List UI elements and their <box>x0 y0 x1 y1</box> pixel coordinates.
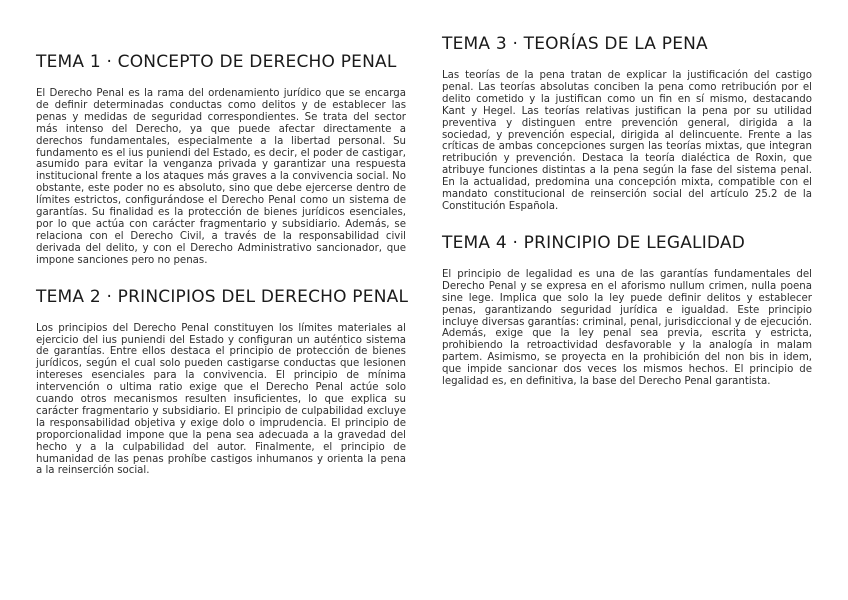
right-column <box>442 34 812 408</box>
section-tema-4 <box>442 233 812 388</box>
section-body: Los principios del Derecho Penal constituyen los límites materiales al ejercicio del ius puniendi del Estado y configuran un auténtico sistema de garantías. Entre ellos destaca el principio de protección de bienes jurídicos, según el cual solo pueden castigarse conductas que lesionen intereses esenciales para la convivencia. El principio de mínima intervención o ultima ratio exige que el Derecho Penal actúe solo cuando otros mecanismos resulten insuficientes, lo que explica su carácter fragmentario y subsidiario. El principio de culpabilidad excluye la responsabilidad objetiva y exige dolo o imprudencia. El principio de proporcionalidad impone que la pena sea adecuada a la gravedad del hecho y a la culpabilidad del autor. Finalmente, el principio de humanidad de las penas prohíbe castigos inhumanos y orienta la pena a la reinserción social. <box>36 322 406 477</box>
section-title: TEMA 2 · PRINCIPIOS DEL DERECHO PENAL <box>36 286 409 307</box>
section-tema-1 <box>36 52 406 267</box>
section-body: El principio de legalidad es una de las garantías fundamentales del Derecho Penal y se expresa en el aforismo nullum crimen, nulla poena sine lege. Implica que solo la ley puede definir delitos y establecer penas, garantizando seguridad jurídica e igualdad. Este principio incluye diversas garantías: criminal, penal, jurisdiccional y de ejecución. Además, exige que la ley penal sea previa, escrita y estricta, prohibiendo la retroactividad desfavorable y la analogía in malam partem. Asimismo, se proyecta en la prohibición del non bis in idem, que impide sancionar dos veces los mismos hechos. El principio de legalidad es, en definitiva, la base del Derecho Penal garantista. <box>442 268 812 388</box>
left-column <box>36 52 409 497</box>
section-body: Las teorías de la pena tratan de explicar la justificación del castigo penal. Las teorías absolutas conciben la pena como retribución por el delito cometido y la justifican como un fin en sí mismo, destacando Kant y Hegel. Las teorías relativas justifican la pena por su utilidad preventiva y distinguen entre prevención general, dirigida a la sociedad, y prevención especial, dirigida al delincuente. Frente a las críticas de ambas concepciones surgen las teorías mixtas, que integran retribución y prevención. Destaca la teoría dialéctica de Roxin, que atribuye funciones distintas a la pena según la fase del sistema penal. En la actualidad, predomina una concepción mixta, compatible con el mandato constitucional de reinserción social del artículo 25.2 de la Constitución Española. <box>442 70 812 212</box>
section-tema-3 <box>442 34 812 213</box>
section-body: El Derecho Penal es la rama del ordenamiento jurídico que se encarga de definir determinadas conductas como delitos y de establecer las penas y medidas de seguridad correspondientes. Se trata del sector más intenso del Derecho, ya que puede afectar directamente a derechos fundamentales, especialmente a la libertad personal. Su fundamento es el ius puniendi del Estado, es decir, el poder de castigar, asumido para evitar la venganza privada y garantizar una respuesta institucional frente a los ataques más graves a la convivencia social. No obstante, este poder no es absoluto, sino que debe ejercerse dentro de límites estrictos, configurándose el Derecho Penal como un sistema de garantías. Su finalidad es la protección de bienes jurídicos esenciales, por lo que actúa con carácter fragmentario y subsidiario. Además, se relaciona con el Derecho Civil, a través de la responsabilidad civil derivada del delito, y con el Derecho Administrativo sancionador, que impone sanciones pero no penas. <box>36 88 406 266</box>
section-title: TEMA 1 · CONCEPTO DE DERECHO PENAL <box>36 52 397 72</box>
section-tema-2 <box>36 286 409 478</box>
section-title: TEMA 3 · TEORÍAS DE LA PENA <box>442 34 708 54</box>
section-title: TEMA 4 · PRINCIPIO DE LEGALIDAD <box>442 232 746 253</box>
